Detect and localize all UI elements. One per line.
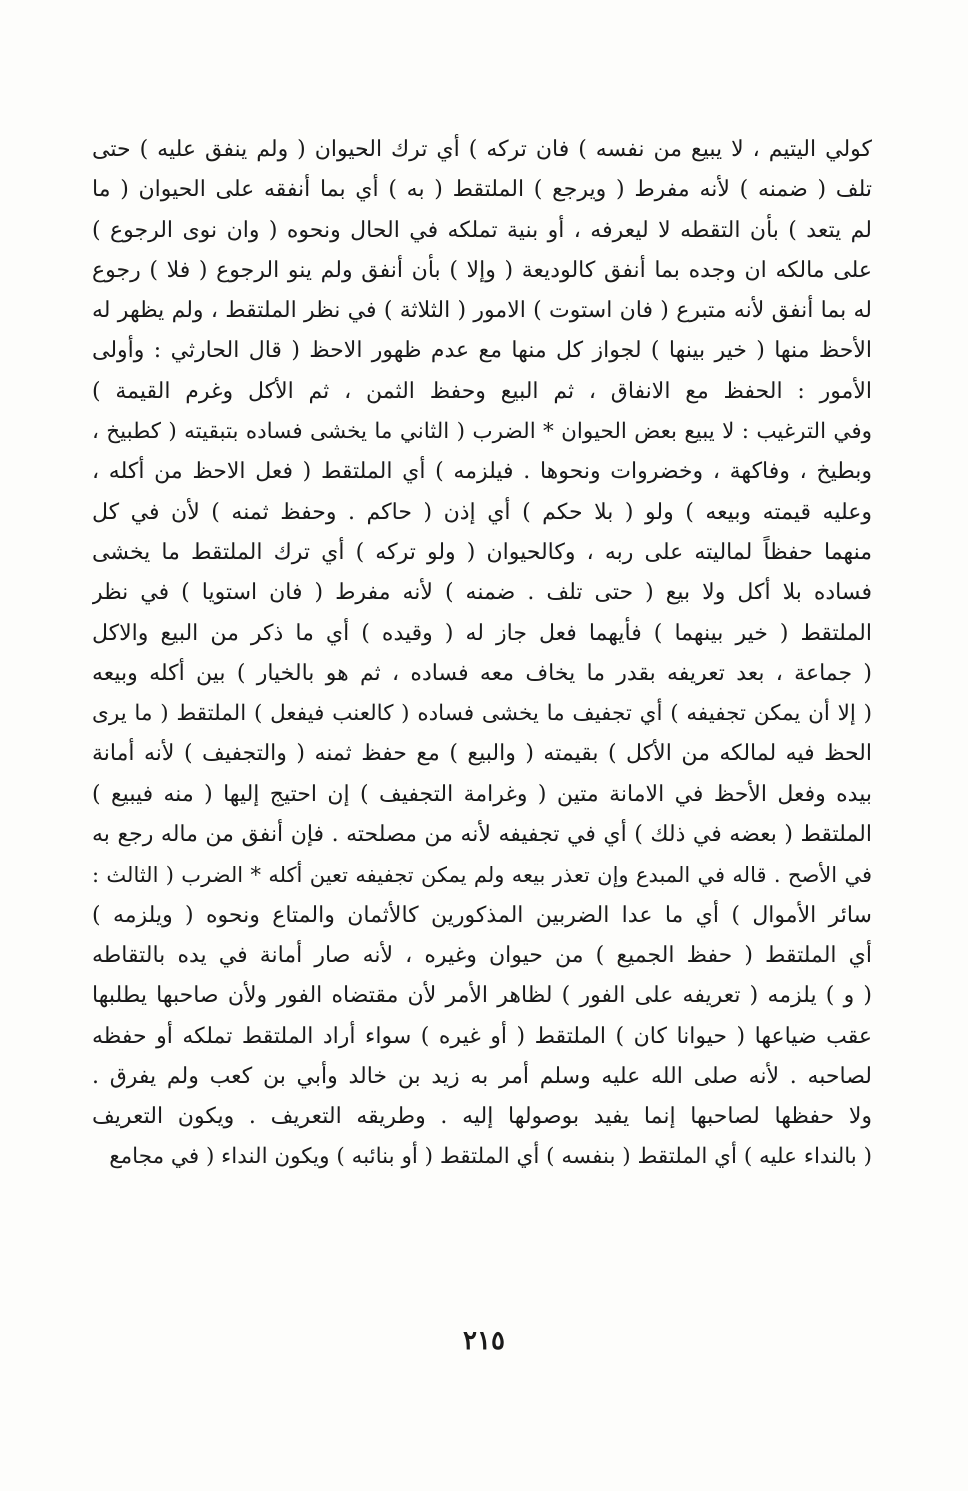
text-line: الأحظ منها ( خير بينها ) لجواز كل منها مع عدم ظهور الاحظ ( قال الحارثي : وأولى [92,338,872,364]
text-line: بيده وفعل الأحظ في الامانة متين ( وغرامة التجفيف ) إن احتيج إليها ( منه فيبيع ) [92,781,872,807]
page-number: ٢١٥ [463,1326,505,1356]
text-line: الأمور : الحفظ مع الانفاق ، ثم البيع وحفظ الثمن ، ثم الأكل وغرم القيمة ) [92,378,872,404]
text-line: وفي الترغيب : لا يبيع بعض الحيوان * الضرب ( الثاني ما يخشى فساده بتبقيته ( كطبيخ ، [92,419,872,445]
text-line: لم يتعد ) بأن التقطه لا ليعرفه ، أو بنية تملكه في الحال ونحوه ( وان نوى الرجوع ) [92,217,872,243]
text-line: كولي اليتيم ، لا يبيع من نفسه ) فان تركه ) أي ترك الحيوان ( ولم ينفق عليه ) حتى [92,137,872,162]
text-line: له بما أنفق لأنه متبرع ( فان استوت ) الامور ( الثلاثة ) في نظر الملتقط ، ولم يظهر له [92,298,872,324]
text-line: الملتقط ( بعضه في ذلك ) أي في تجفيفه لأنه من مصلحته . فإن أنفق من ماله رجع به [92,822,872,848]
text-line: منهما حفظاً لماليته على ربه ، وكالحيوان ( ولو تركه ) أي ترك الملتقط ما يخشى [92,539,872,565]
text-line: ( إلا أن يمكن تجفيفه ) أي تجفيف ما يخشى فساده ( كالعنب فيفعل ) الملتقط ( ما يرى [92,701,872,727]
text-line: سائر الأموال ) أي ما عدا الضربين المذكورين كالأثمان والمتاع ونحوه ( ويلزمه ) [92,902,872,928]
text-line: ( و ) يلزمه ( تعريفه على الفور ) لظاهر الأمر لأن مقتضاه الفور ولأن صاحبها يطلبها [92,983,872,1009]
text-line: على مالكه ان وجده بما أنفق كالوديعة ( وإلا ) بأن أنفق ولم ينو الرجوع ( فلا ) رجوع [92,257,872,283]
text-line: ( جماعة ، بعد تعريفه بقدر ما يخاف معه فساده ، ثم هو بالخيار ) بين أكله وبيعه [92,660,872,686]
text-line: الحظ فيه لمالكه من الأكل ) بقيمته ( والبيع ) مع حفظ ثمنه ( والتجفيف ) لأنه أمانة [92,741,872,767]
text-line: فساده بلا أكل ولا بيع ( حتى تلف . ضمنه ) لأنه مفرط ( فان استويا ) في نظر [92,580,872,606]
text-line: تلف ( ضمنه ) لأنه مفرط ( ويرجع ) الملتقط ( به ) أي بما أنفقه على الحيوان ( ما [92,177,872,203]
text-line: وعليه قيمته وبيعه ) ولو ( بلا حكم ) أي إذن ( حاكم . وحفظ ثمنه ) لأن في كل [92,499,872,525]
text-line: في الأصح . قاله في المبدع وإن تعذر بيعه ولم يمكن تجفيفه تعين أكله * الضرب ( الثالث : [92,863,872,888]
text-line: عقب ضياعها ( حيوانا كان ) الملتقط ( أو غيره ) سواء أراد الملتقط تملكه أو حفظه [92,1023,872,1049]
body-text [92,130,872,1178]
text-line: الملتقط ( خير بينهما ) فأيهما فعل جاز له ( وقيده ) أي ما ذكر من البيع والاكل [92,620,872,646]
text-line: وبطيخ ، وفاكهة ، وخضروات ونحوها . فيلزمه ) أي الملتقط ( فعل الاحظ من أكله ، [92,459,872,485]
text-line: ( بالنداء عليه ) أي الملتقط ( بنفسه ) أي الملتقط ( أو بنائبه ) ويكون النداء ( في مجامع [109,1144,872,1170]
text-line: لصاحبه . لأنه صلى الله عليه وسلم أمر به زيد بن خالد وأبي بن كعب ولم يفرق . [92,1063,872,1089]
text-line: ولا حفظها لصاحبها إنما يفيد بوصولها إليه . وطريقه التعريف . ويكون التعريف [92,1104,872,1130]
text-line: أي الملتقط ( حفظ الجميع ) من حيوان وغيره ، لأنه صار أمانة في يده بالتقاطه [92,942,872,968]
